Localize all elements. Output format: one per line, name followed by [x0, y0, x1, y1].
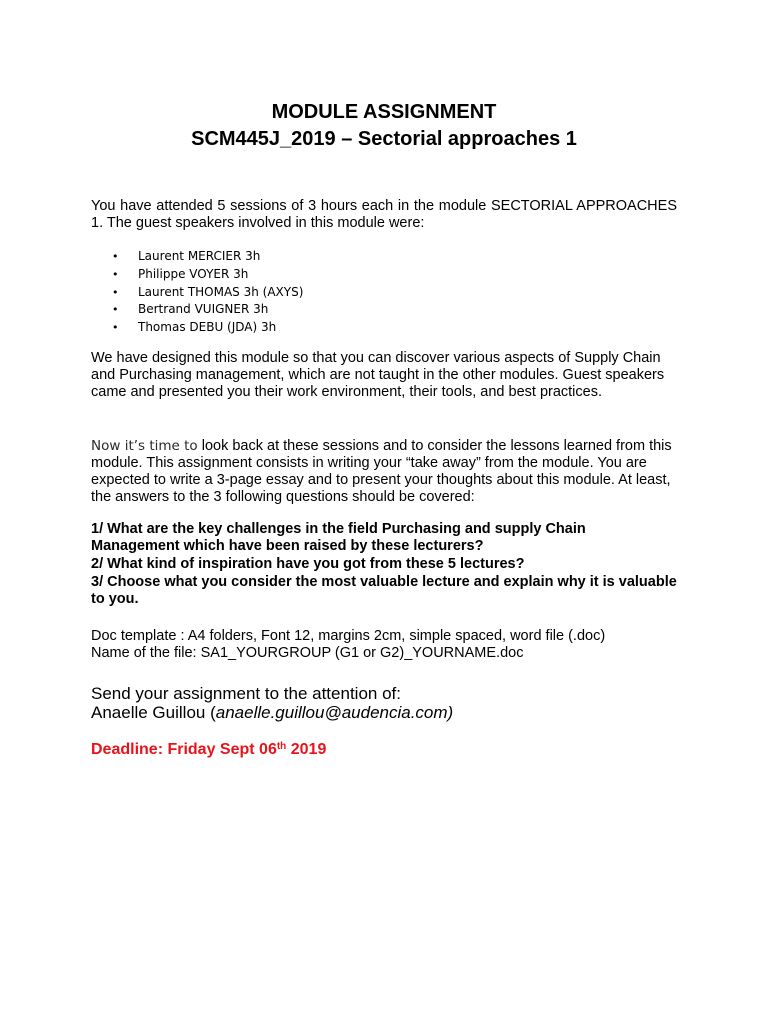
list-item: • Philippe VOYER 3h	[112, 266, 303, 284]
question-3: 3/ Choose what you consider the most valuable lecture and explain why it is valuable to you.	[91, 574, 677, 607]
doc-template-line: Doc template : A4 folders, Font 12, margins 2cm, simple spaced, word file (.doc)	[91, 628, 606, 644]
assignment-title: MODULE ASSIGNMENT	[271, 101, 497, 123]
format-instructions	[91, 628, 677, 662]
assignment-questions	[91, 521, 677, 608]
list-item: • Laurent MERCIER 3h	[112, 248, 303, 266]
list-item: • Laurent THOMAS 3h (AXYS)	[112, 284, 303, 302]
contact-email: anaelle.guillou@audencia.com)	[215, 703, 454, 722]
list-item: • Thomas DEBU (JDA) 3h	[112, 319, 303, 337]
contact-name: Anaelle Guillou (	[91, 703, 216, 722]
bullet-icon: •	[112, 285, 119, 299]
intro-paragraph: You have attended 5 sessions of 3 hours each in the module SECTORIAL APPROACHES 1. The guest speakers involved in this module were:	[91, 198, 677, 231]
bullet-icon: •	[112, 321, 119, 335]
module-design-paragraph: We have designed this module so that you can discover various aspects of Supply Chain and Purchasing management, which are not taught in the other modules. Guest speakers came and presented you their work environment, their tools, and best practices.	[91, 350, 665, 400]
module-code-title: SCM445J_2019 – Sectorial approaches 1	[191, 128, 577, 150]
list-item: • Bertrand VUIGNER 3h	[112, 301, 303, 319]
bullet-icon: •	[112, 250, 119, 263]
send-line: Send your assignment to the attention of:	[91, 684, 401, 703]
question-2: 2/ What kind of inspiration have you got from these 5 lectures?	[91, 556, 525, 572]
question-1: 1/ What are the key challenges in the field Purchasing and supply Chain Management which have been raised by these lecturers?	[91, 521, 586, 554]
guest-speaker-list	[112, 248, 303, 337]
deadline-notice: Deadline: Friday Sept 06th 2019	[91, 741, 327, 758]
contact-line	[91, 703, 677, 722]
file-name-line: Name of the file: SA1_YOURGROUP (G1 or G2)_YOURNAME.doc	[91, 645, 524, 661]
bullet-icon: •	[112, 303, 119, 317]
bullet-icon: •	[112, 267, 119, 281]
ordinal-suffix: th	[276, 741, 287, 752]
assignment-description-paragraph: Now it’s time to look back at these sessions and to consider the lessons learned from this module. This assignment consists in writing your “take away” from the module. You are expected to write a 3-page essay and to present your thoughts about this module. At least, the answers to the 3 following questions should be covered:	[91, 438, 672, 505]
send-instructions	[91, 684, 677, 722]
